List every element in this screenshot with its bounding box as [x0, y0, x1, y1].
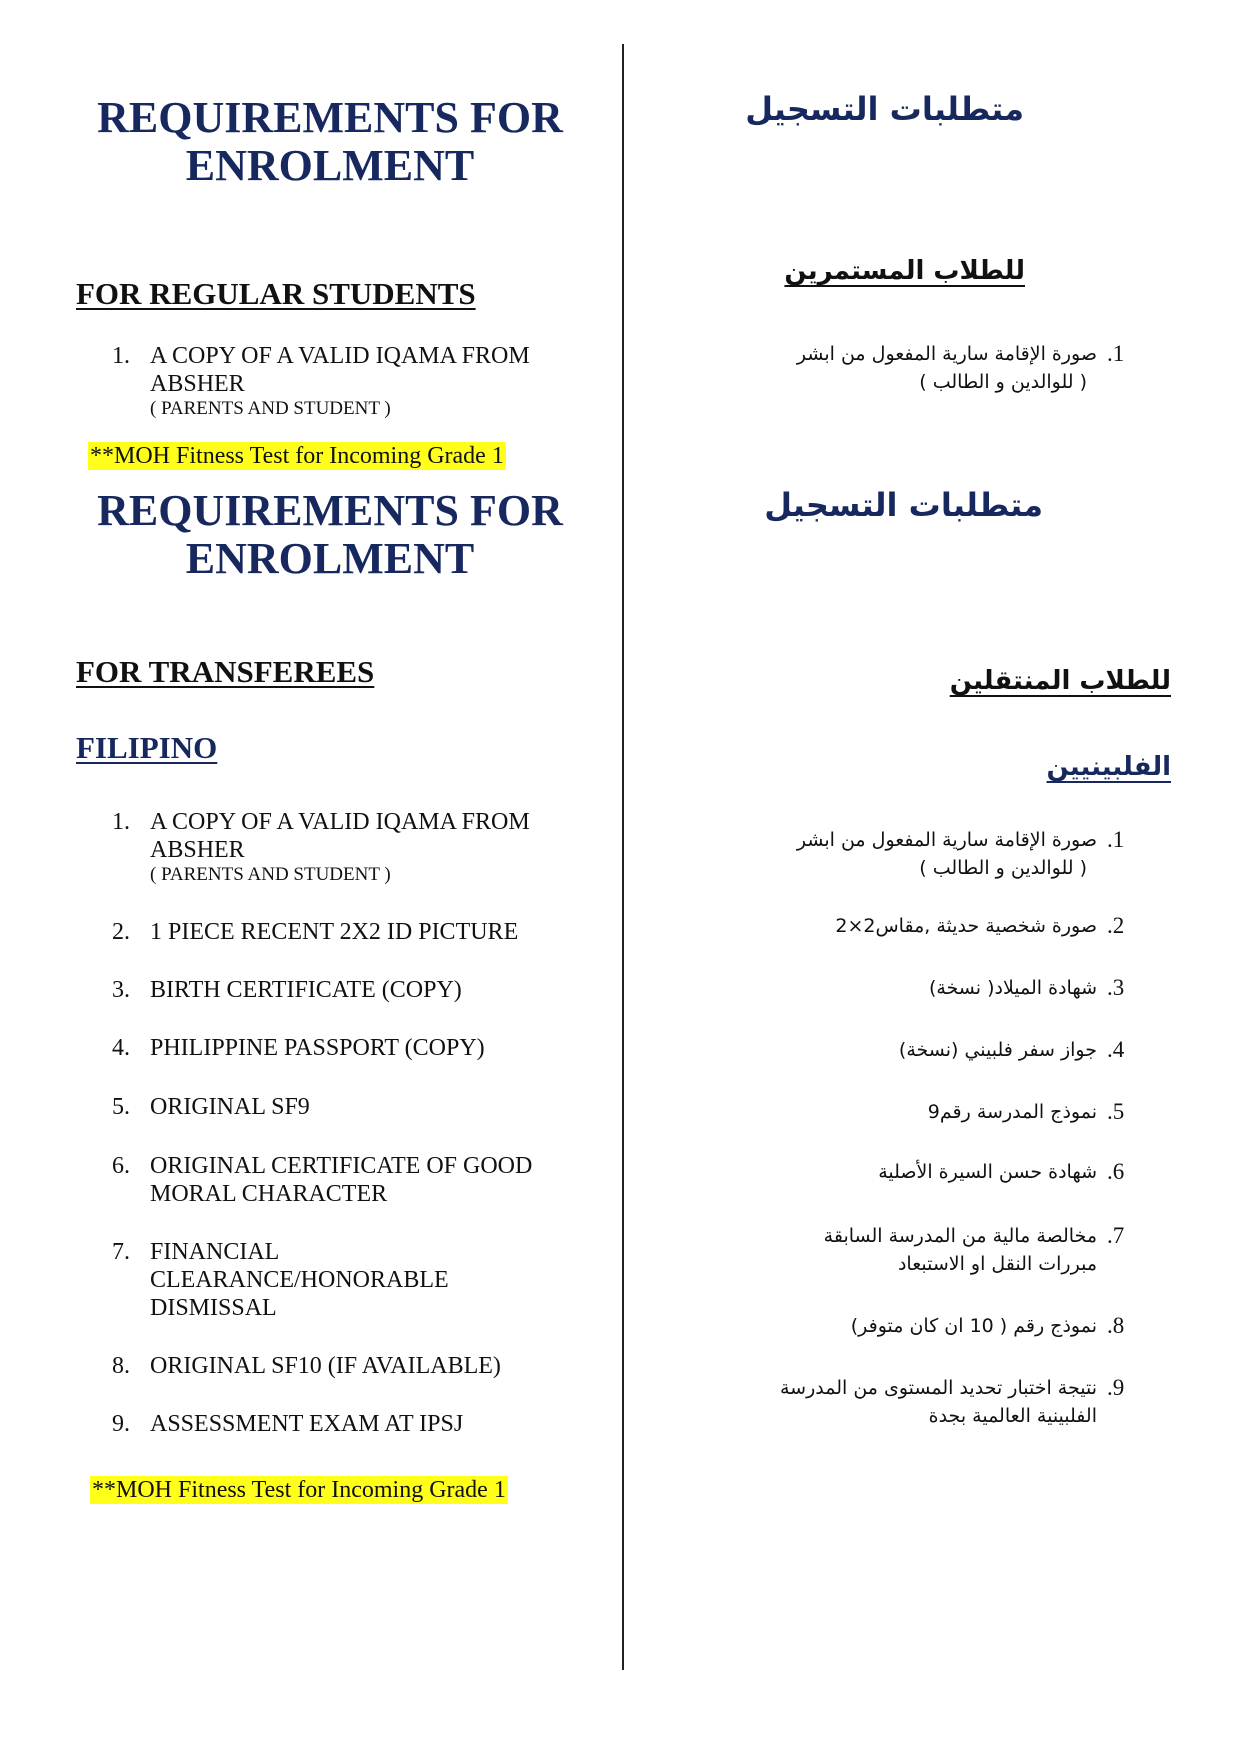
item-line-2: ( للوالدين و الطالب ): [919, 857, 1087, 879]
column-divider: [622, 44, 624, 1670]
item-number: 1.: [112, 343, 130, 369]
item-text: ORIGINAL SF10 (IF AVAILABLE): [150, 1353, 501, 1379]
transferee-item-ar-8: [795, 1312, 1135, 1340]
item-number: 4.: [112, 1035, 130, 1061]
item-number: 5.: [112, 1094, 130, 1120]
item-text: A COPY OF A VALID IQAMA FROM ABSHER: [150, 809, 530, 863]
item-line-1: شهادة الميلاد( نسخة): [928, 977, 1097, 999]
transferee-item-ar-3: [795, 974, 1135, 1002]
transferee-item-en-1: [112, 808, 620, 886]
filipino-heading-en: FILIPINO: [76, 730, 218, 765]
item-text: BIRTH CERTIFICATE (COPY): [150, 977, 462, 1003]
item-number: 3.: [112, 977, 130, 1003]
item-line-1: صورة شخصية حديثة ,مقاس2×2: [835, 915, 1097, 937]
item-text: ORIGINAL CERTIFICATE OF GOOD MORAL CHARACTER: [150, 1153, 533, 1207]
item-line-1: نتيجة اختبار تحديد المستوى من المدرسة: [779, 1377, 1097, 1399]
item-number: 8.: [112, 1353, 130, 1379]
item-number: 2.: [112, 919, 130, 945]
regular-heading-ar: للطلاب المستمرين: [784, 256, 1025, 286]
fitness-note-2: **MOH Fitness Test for Incoming Grade 1: [92, 1477, 506, 1503]
item-line-2: مبررات النقل او الاستبعاد: [897, 1253, 1097, 1275]
title-ar-1: متطلبات التسجيل: [745, 90, 1024, 128]
item-text: 1 PIECE RECENT 2X2 ID PICTURE: [150, 919, 519, 945]
transferee-item-en-3: [112, 976, 620, 1004]
item-number: .1: [1107, 827, 1125, 852]
item-number: 9.: [112, 1411, 130, 1437]
transferee-item-en-7: [112, 1238, 480, 1322]
transferee-item-ar-6: [795, 1158, 1135, 1186]
item-number: 6.: [112, 1153, 130, 1179]
item-number: .6: [1107, 1159, 1125, 1184]
item-line-1: صورة الإقامة سارية المفعول من ابشر: [796, 829, 1097, 851]
title-ar-2: متطلبات التسجيل: [764, 486, 1043, 524]
item-line-1: نموذج المدرسة رقم9: [927, 1101, 1097, 1123]
item-text: A COPY OF A VALID IQAMA FROM ABSHER: [150, 343, 530, 397]
transferee-item-en-4: [112, 1034, 620, 1062]
item-line-1: جواز سفر فلبيني (نسخة): [898, 1039, 1097, 1061]
item-line-1: مخالصة مالية من المدرسة السابقة: [823, 1225, 1097, 1247]
item-number: .3: [1107, 975, 1125, 1000]
item-line-2: الفلبينية العالمية بجدة: [928, 1405, 1097, 1427]
regular-item-en: [112, 342, 620, 420]
item-number: .4: [1107, 1037, 1125, 1062]
transferee-item-en-9: [112, 1410, 620, 1438]
transferee-item-ar-7: [795, 1222, 1135, 1278]
item-text: ASSESSMENT EXAM AT IPSJ: [150, 1411, 464, 1437]
item-number: 7.: [112, 1239, 130, 1265]
item-line-2: ( للوالدين و الطالب ): [919, 371, 1087, 393]
transferee-item-ar-1: [795, 826, 1135, 882]
transferee-heading-ar: للطلاب المنتقلين: [949, 666, 1171, 696]
transferee-heading-en: FOR TRANSFEREES: [76, 654, 375, 689]
transferee-item-ar-2: [795, 912, 1135, 940]
transferee-item-ar-9: [775, 1374, 1135, 1430]
filipino-heading-ar: الفلبينيين: [1046, 752, 1171, 782]
item-line-1: شهادة حسن السيرة الأصلية: [878, 1161, 1097, 1183]
fitness-note-1: **MOH Fitness Test for Incoming Grade 1: [90, 443, 504, 469]
transferee-item-ar-4: [795, 1036, 1135, 1064]
transferee-item-ar-5: [795, 1098, 1135, 1126]
item-number: .1: [1107, 341, 1125, 366]
item-number: .7: [1107, 1223, 1125, 1248]
item-number: .2: [1107, 913, 1125, 938]
item-number: 1.: [112, 809, 130, 835]
title-en-1: REQUIREMENTS FOR ENROLMENT: [97, 93, 563, 190]
transferee-item-en-2: [112, 918, 620, 946]
regular-item-ar: [795, 340, 1135, 396]
transferee-item-en-5: [112, 1093, 620, 1121]
item-subtext: ( PARENTS AND STUDENT ): [150, 398, 391, 419]
title-en-2: REQUIREMENTS FOR ENROLMENT: [97, 486, 563, 583]
transferee-item-en-8: [112, 1352, 620, 1380]
item-line-1: نموذج رقم ( 10 ان كان متوفر): [850, 1315, 1097, 1337]
item-number: .8: [1107, 1313, 1125, 1338]
item-text: ORIGINAL SF9: [150, 1094, 310, 1120]
regular-heading-en: FOR REGULAR STUDENTS: [76, 276, 476, 311]
item-text: PHILIPPINE PASSPORT (COPY): [150, 1035, 485, 1061]
item-subtext: ( PARENTS AND STUDENT ): [150, 864, 391, 885]
item-number: .9: [1107, 1375, 1125, 1400]
item-number: .5: [1107, 1099, 1125, 1124]
item-text: FINANCIAL CLEARANCE/HONORABLE DISMISSAL: [150, 1239, 449, 1321]
item-line-1: صورة الإقامة سارية المفعول من ابشر: [796, 343, 1097, 365]
transferee-item-en-6: [112, 1152, 570, 1208]
